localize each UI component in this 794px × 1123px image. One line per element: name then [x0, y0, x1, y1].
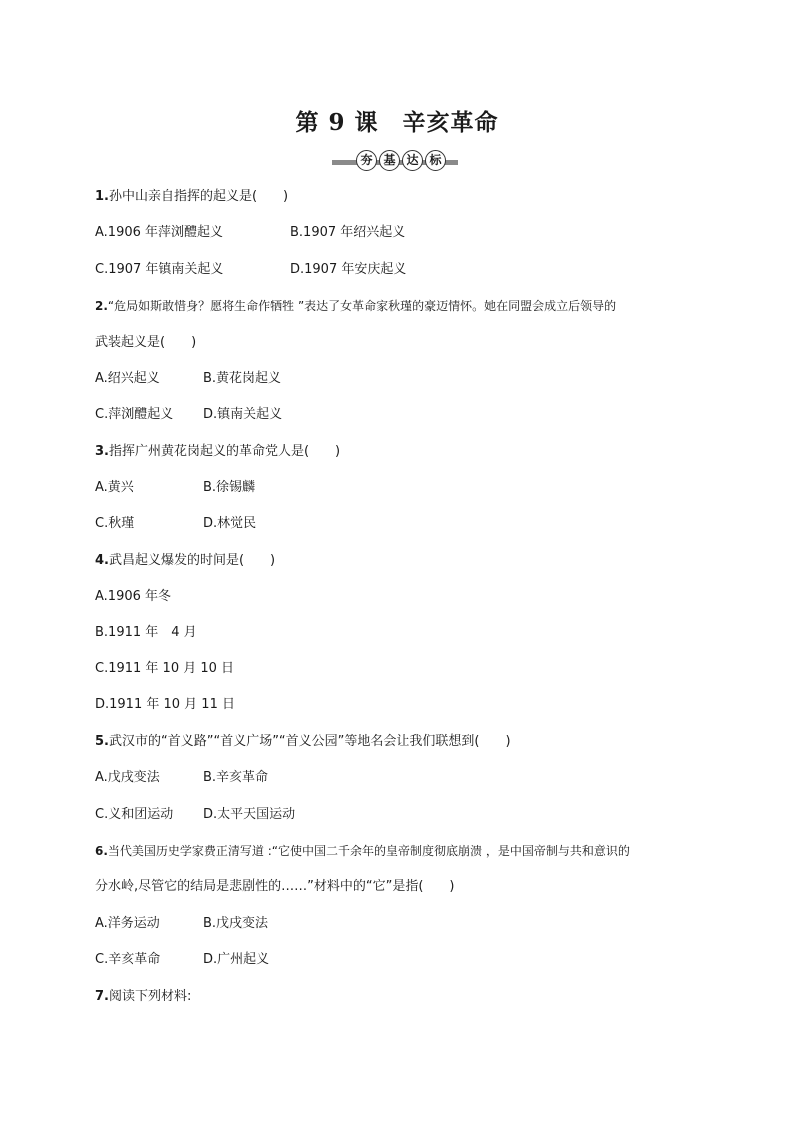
section-banner [332, 150, 458, 172]
banner-char: 达 [402, 150, 423, 171]
question-text-continued: 武装起义是( ) [95, 335, 197, 350]
option-d: D.镇南关起义 [203, 407, 283, 422]
banner-char: 夯 [356, 150, 377, 171]
question-2 [95, 297, 616, 315]
option-c: C.秋瑾 [95, 516, 135, 531]
option-d: D.1911 年 10 月 11 日 [95, 697, 235, 712]
option-c: C.1907 年镇南关起义 [95, 262, 224, 277]
option-c: C.辛亥革命 [95, 952, 161, 967]
question-1 [95, 188, 288, 206]
option-a: A.绍兴起义 [95, 371, 160, 386]
question-5 [95, 733, 511, 751]
question-number: 5. [95, 734, 109, 749]
question-6 [95, 842, 630, 860]
question-4 [95, 552, 275, 570]
option-a: A.戊戌变法 [95, 770, 160, 785]
option-b: B.1907 年绍兴起义 [290, 225, 406, 240]
option-c: C.1911 年 10 月 10 日 [95, 661, 235, 676]
option-d: D.1907 年安庆起义 [290, 262, 407, 277]
question-number: 2. [95, 299, 108, 313]
option-a: A.1906 年萍浏醴起义 [95, 225, 224, 240]
option-d: D.广州起义 [203, 952, 270, 967]
question-number: 6. [95, 844, 108, 858]
option-c: C.萍浏醴起义 [95, 407, 174, 422]
question-text-continued: 分水岭,尽管它的结局是悲剧性的……”材料中的“它”是指( ) [95, 879, 455, 894]
question-text: 武汉市的“首义路”“首义广场”“首义公园”等地名会让我们联想到( ) [108, 734, 511, 749]
question-text: 阅读下列材料: [108, 989, 192, 1004]
option-b: B.戊戌变法 [203, 916, 269, 931]
option-c: C.义和团运动 [95, 807, 174, 822]
question-number: 3. [95, 444, 109, 459]
question-number: 4. [95, 553, 109, 568]
banner-char: 标 [425, 150, 446, 171]
question-text: “危局如斯敢惜身？愿将生命作牺牲 ”表达了女革命家秋瑾的豪迈情怀。她在同盟会成立后领导的 [107, 299, 617, 313]
banner-char: 基 [379, 150, 400, 171]
option-b: B.辛亥革命 [203, 770, 269, 785]
question-number: 1. [95, 189, 109, 204]
option-d: D.太平天国运动 [203, 807, 296, 822]
page-title: 第 9 课 辛亥革命 [295, 109, 499, 136]
question-3 [95, 443, 340, 461]
option-a: A.洋务运动 [95, 916, 160, 931]
question-7 [95, 988, 191, 1006]
question-text: 孙中山亲自指挥的起义是( ) [108, 189, 289, 204]
question-number: 7. [95, 989, 109, 1004]
question-text: 武昌起义爆发的时间是( ) [108, 553, 276, 568]
option-d: D.林觉民 [203, 516, 257, 531]
question-text: 指挥广州黄花岗起义的革命党人是( ) [108, 444, 341, 459]
option-a: A.1906 年冬 [95, 589, 172, 604]
option-b: B.1911 年 4 月 [95, 625, 197, 640]
option-b: B.徐锡麟 [203, 480, 256, 495]
option-a: A.黄兴 [95, 480, 134, 495]
option-b: B.黄花岗起义 [203, 371, 282, 386]
question-text: 当代美国历史学家费正清写道 :“它使中国二千余年的皇帝制度彻底崩溃 ，是中国帝制与共和意识的 [107, 844, 630, 858]
